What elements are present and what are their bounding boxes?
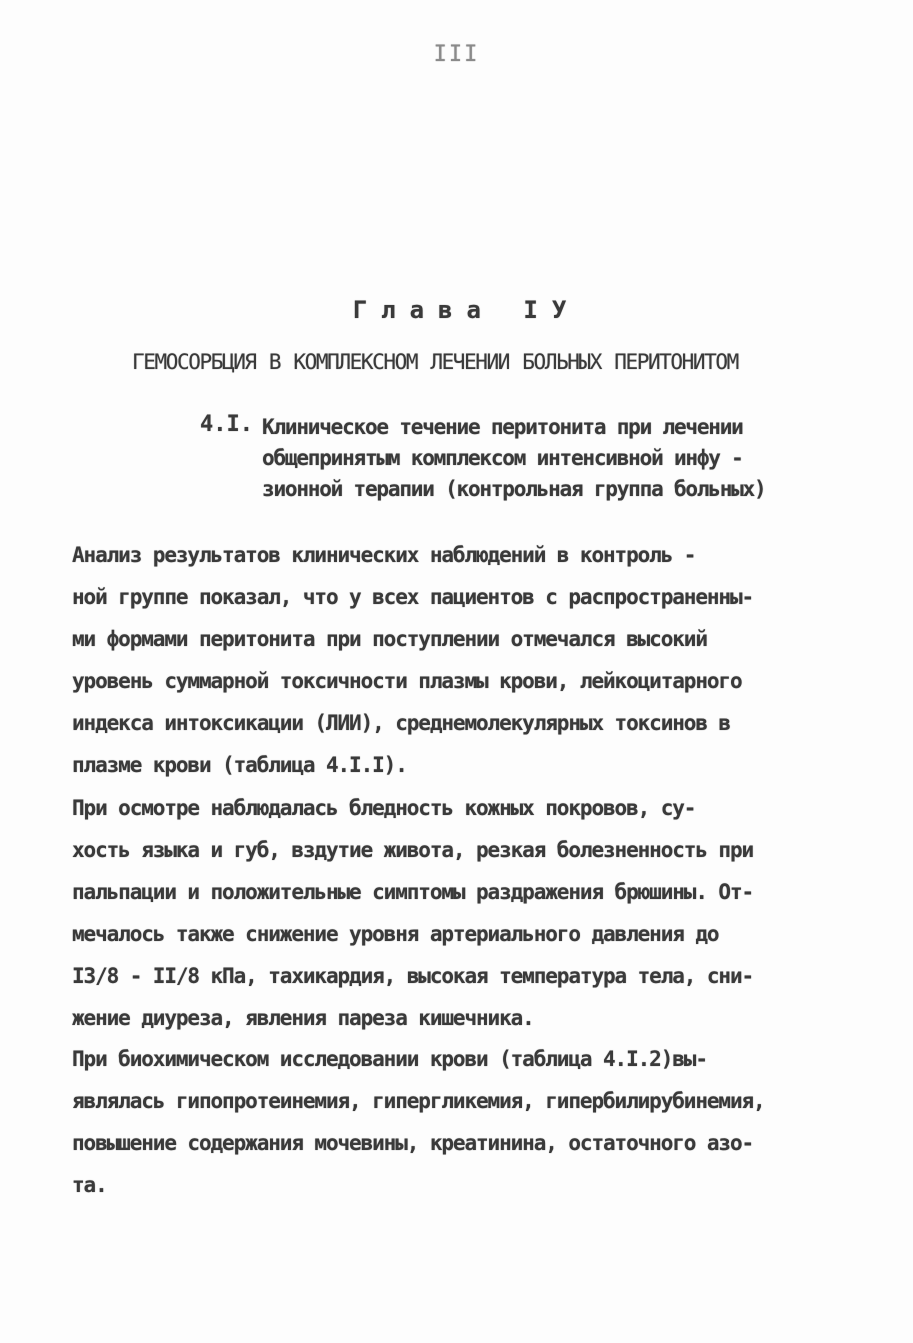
section-title-line: зионной терапии (контрольная группа больных) (262, 477, 766, 501)
paragraph-line: ной группе показал, что у всех пациентов с распространенны- (72, 585, 754, 609)
paragraph-biochemistry (72, 1038, 765, 1206)
paragraph-analysis (72, 534, 753, 786)
paragraph-line: пальпации и положительные симптомы раздражения брюшины. От- (72, 880, 754, 904)
section-title (262, 412, 766, 505)
section-number: 4.I. (200, 412, 253, 437)
chapter-title: Глава IУ (352, 296, 581, 324)
paragraph-line: плазме крови (таблица 4.I.I). (72, 753, 407, 777)
section-title-line: Клиническое течение перитонита при лечении (262, 415, 743, 439)
page-number: III (433, 42, 480, 67)
paragraph-line: являлась гипопротеинемия, гипергликемия, гипербилирубинемия, (72, 1089, 765, 1113)
paragraph-examination (72, 787, 753, 1039)
paragraph-line: I3/8 - II/8 кПа, тахикардия, высокая температура тела, сни- (72, 964, 754, 988)
paragraph-line: При осмотре наблюдалась бледность кожных покровов, су- (72, 796, 696, 820)
paragraph-line: ми формами перитонита при поступлении отмечался высокий (72, 627, 707, 651)
paragraph-line: хость языка и губ, вздутие живота, резкая болезненность при (72, 838, 754, 862)
paragraph-line: та. (72, 1173, 107, 1197)
paragraph-line: повышение содержания мочевины, креатинина, остаточного азо- (72, 1131, 754, 1155)
paragraph-line: При биохимическом исследовании крови (таблица 4.I.2)вы- (72, 1047, 707, 1071)
paragraph-line: индекса интоксикации (ЛИИ), среднемолекулярных токсинов в (72, 711, 730, 735)
paragraph-line: жение диуреза, явления пареза кишечника. (72, 1006, 534, 1030)
paragraph-line: Анализ результатов клинических наблюдений в контроль - (72, 543, 696, 567)
paragraph-line: уровень суммарной токсичности плазмы крови, лейкоцитарного (72, 669, 742, 693)
chapter-heading: ГЕМОСОРБЦИЯ В КОМПЛЕКСНОМ ЛЕЧЕНИИ БОЛЬНЫХ ПЕРИТОНИТОМ (132, 350, 738, 374)
section-title-line: общепринятым комплексом интенсивной инфу - (262, 446, 743, 470)
paragraph-line: мечалось также снижение уровня артериального давления до (72, 922, 719, 946)
